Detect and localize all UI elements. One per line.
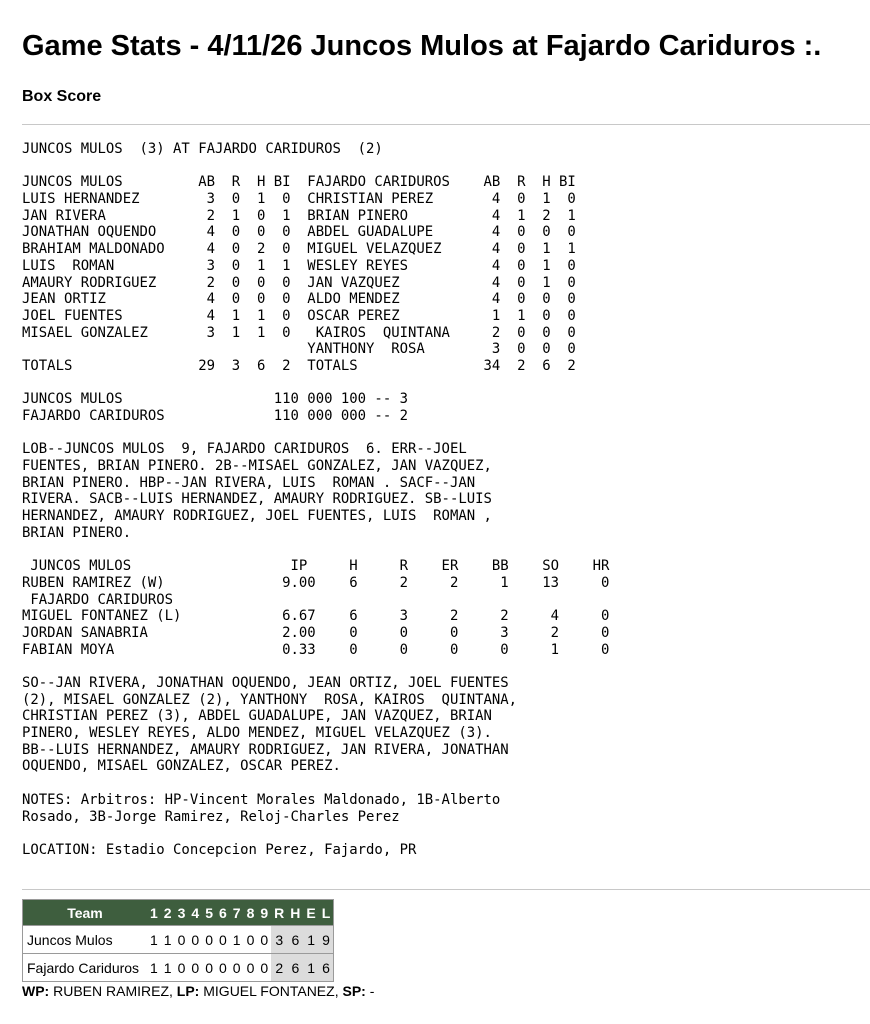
linescore-header-inning: 4	[188, 900, 202, 926]
linescore-inning-score: 1	[230, 926, 244, 954]
linescore-runs: 2	[271, 954, 287, 982]
linescore-inning-score: 0	[216, 926, 230, 954]
linescore-inning-score: 0	[188, 926, 202, 954]
linescore-hits: 6	[287, 954, 303, 982]
box-score-line: HERNANDEZ, AMAURY RODRIGUEZ, JOEL FUENTES, LUIS ROMAN ,	[22, 508, 492, 525]
linescore-inning-score: 0	[257, 926, 271, 954]
linescore-inning-score: 1	[147, 954, 161, 982]
linescore-errors: 1	[303, 926, 318, 954]
linescore-header-inning: 6	[216, 900, 230, 926]
linescore-hits: 6	[287, 926, 303, 954]
box-score-line: JONATHAN OQUENDO 4 0 0 0 ABDEL GUADALUPE 4 0 0 0	[22, 224, 576, 241]
box-score-line	[22, 375, 609, 392]
box-score-line: BRAHIAM MALDONADO 4 0 2 0 MIGUEL VELAZQUEZ 4 0 1 1	[22, 241, 576, 258]
linescore-inning-score: 0	[175, 926, 189, 954]
box-score-line: SO--JAN RIVERA, JONATHAN OQUENDO, JEAN ORTIZ, JOEL FUENTES	[22, 675, 509, 691]
box-score-line: JUNCOS MULOS AB R H BI FAJARDO CARIDUROS AB R H BI	[22, 174, 576, 191]
box-score-line: PINERO, WESLEY REYES, ALDO MENDEZ, MIGUEL VELAZQUEZ (3).	[22, 725, 492, 742]
wp-value: RUBEN RAMIREZ,	[49, 983, 177, 999]
box-score-line: JUNCOS MULOS (3) AT FAJARDO CARIDUROS (2)	[22, 141, 383, 157]
box-score-line: Rosado, 3B-Jorge Ramirez, Reloj-Charles Perez	[22, 808, 400, 825]
box-score-line: MIGUEL FONTANEZ (L) 6.67 6 3 2 2 4 0	[22, 608, 610, 625]
linescore-header-inning: 9	[257, 900, 271, 926]
box-score-line	[22, 542, 609, 559]
linescore-inning-score: 0	[202, 954, 216, 982]
box-score-line: FABIAN MOYA 0.33 0 0 0 0 1 0	[22, 641, 610, 658]
box-score-line: (2), MISAEL GONZALEZ (2), YANTHONY ROSA, KAIROS QUINTANA,	[22, 691, 518, 708]
linescore-row-away	[23, 926, 334, 954]
linescore-inning-score: 0	[257, 954, 271, 982]
linescore-inning-score: 0	[188, 954, 202, 982]
box-score-line: JOEL FUENTES 4 1 1 0 OSCAR PEREZ 1 1 0 0	[22, 307, 576, 324]
top-divider	[22, 124, 870, 125]
box-score-line	[22, 425, 609, 442]
linescore-inning-score: 0	[244, 954, 258, 982]
linescore-header-runs: R	[271, 900, 287, 926]
box-score-line	[22, 158, 609, 175]
box-score-line: JORDAN SANABRIA 2.00 0 0 0 3 2 0	[22, 624, 610, 641]
box-score-line: BRIAN PINERO.	[22, 524, 132, 541]
linescore-header-inning: 7	[230, 900, 244, 926]
linescore-header-hits: H	[287, 900, 303, 926]
linescore-lob: 9	[319, 926, 334, 954]
box-score-line	[22, 825, 609, 842]
box-score-line: BRIAN PINERO. HBP--JAN RIVERA, LUIS ROMAN . SACF--JAN	[22, 474, 476, 491]
box-score-line: LUIS ROMAN 3 0 1 1 WESLEY REYES 4 0 1 0	[22, 257, 576, 274]
linescore-runs: 3	[271, 926, 287, 954]
box-score-line: OQUENDO, MISAEL GONZALEZ, OSCAR PEREZ.	[22, 758, 341, 775]
linescore-header-team: Team	[23, 900, 148, 926]
sp-label: SP:	[342, 983, 366, 999]
linescore-inning-score: 0	[202, 926, 216, 954]
linescore-lob: 6	[319, 954, 334, 982]
page-title: Game Stats - 4/11/26 Juncos Mulos at Fajardo Cariduros :.	[22, 30, 822, 62]
box-score-line: JUNCOS MULOS 110 000 100 -- 3	[22, 391, 408, 408]
box-score-line: RUBEN RAMIREZ (W) 9.00 6 2 2 1 13 0	[22, 574, 610, 591]
linescore-header-inning: 5	[202, 900, 216, 926]
linescore-header-inning: 8	[244, 900, 258, 926]
linescore-header-lob: L	[319, 900, 334, 926]
box-score-line: TOTALS 29 3 6 2 TOTALS 34 2 6 2	[22, 357, 576, 374]
wp-label: WP:	[22, 983, 50, 999]
box-score-line: BB--LUIS HERNANDEZ, AMAURY RODRIGUEZ, JAN RIVERA, JONATHAN	[22, 741, 509, 758]
box-score-line: LOCATION: Estadio Concepcion Perez, Fajardo, PR	[22, 841, 417, 858]
lp-label: LP:	[176, 983, 200, 999]
box-score-line: FUENTES, BRIAN PINERO. 2B--MISAEL GONZALEZ, JAN VAZQUEZ,	[22, 458, 492, 475]
linescore-header-inning: 1	[147, 900, 161, 926]
box-score-line: JAN RIVERA 2 1 0 1 BRIAN PINERO 4 1 2 1	[22, 207, 576, 224]
box-score-line: CHRISTIAN PEREZ (3), ABDEL GUADALUPE, JAN VAZQUEZ, BRIAN	[22, 708, 492, 725]
linescore-header-row	[23, 900, 334, 926]
box-score-text	[22, 141, 609, 859]
linescore-inning-score: 1	[161, 926, 175, 954]
box-score-line: RIVERA. SACB--LUIS HERNANDEZ, AMAURY RODRIGUEZ. SB--LUIS	[22, 491, 492, 508]
linescore-header-inning: 3	[175, 900, 189, 926]
box-score-line: FAJARDO CARIDUROS	[22, 591, 174, 608]
linescore-inning-score: 1	[147, 926, 161, 954]
box-score-line: FAJARDO CARIDUROS 110 000 000 -- 2	[22, 408, 408, 424]
linescore-inning-score: 0	[244, 926, 258, 954]
sp-value: -	[365, 983, 375, 999]
box-score-line: JUNCOS MULOS IP H R ER BB SO HR	[22, 558, 610, 575]
linescore-header-errors: E	[303, 900, 318, 926]
bottom-divider	[22, 889, 870, 890]
box-score-line: LOB--JUNCOS MULOS 9, FAJARDO CARIDUROS 6. ERR--JOEL	[22, 441, 467, 458]
box-score-line: MISAEL GONZALEZ 3 1 1 0 KAIROS QUINTANA 2 0 0 0	[22, 324, 576, 341]
linescore-inning-score: 1	[161, 954, 175, 982]
linescore-row-home	[23, 954, 334, 982]
box-score-heading: Box Score	[22, 88, 102, 105]
pitcher-decisions	[22, 983, 374, 999]
linescore-errors: 1	[303, 954, 318, 982]
box-score-line: NOTES: Arbitros: HP-Vincent Morales Maldonado, 1B-Alberto	[22, 791, 501, 808]
box-score-line	[22, 775, 609, 792]
linescore-inning-score: 0	[230, 954, 244, 982]
linescore-team-name: Fajardo Cariduros	[23, 954, 148, 982]
box-score-line: YANTHONY ROSA 3 0 0 0	[22, 341, 576, 358]
box-score-line: LUIS HERNANDEZ 3 0 1 0 CHRISTIAN PEREZ 4 0 1 0	[22, 191, 576, 208]
linescore-header-inning: 2	[161, 900, 175, 926]
linescore-inning-score: 0	[175, 954, 189, 982]
linescore-inning-score: 0	[216, 954, 230, 982]
box-score-line: JEAN ORTIZ 4 0 0 0 ALDO MENDEZ 4 0 0 0	[22, 291, 576, 308]
linescore-table	[22, 899, 334, 982]
box-score-line	[22, 658, 609, 675]
lp-value: MIGUEL FONTANEZ,	[199, 983, 343, 999]
box-score-line: AMAURY RODRIGUEZ 2 0 0 0 JAN VAZQUEZ 4 0 1 0	[22, 274, 576, 291]
linescore-team-name: Juncos Mulos	[23, 926, 148, 954]
